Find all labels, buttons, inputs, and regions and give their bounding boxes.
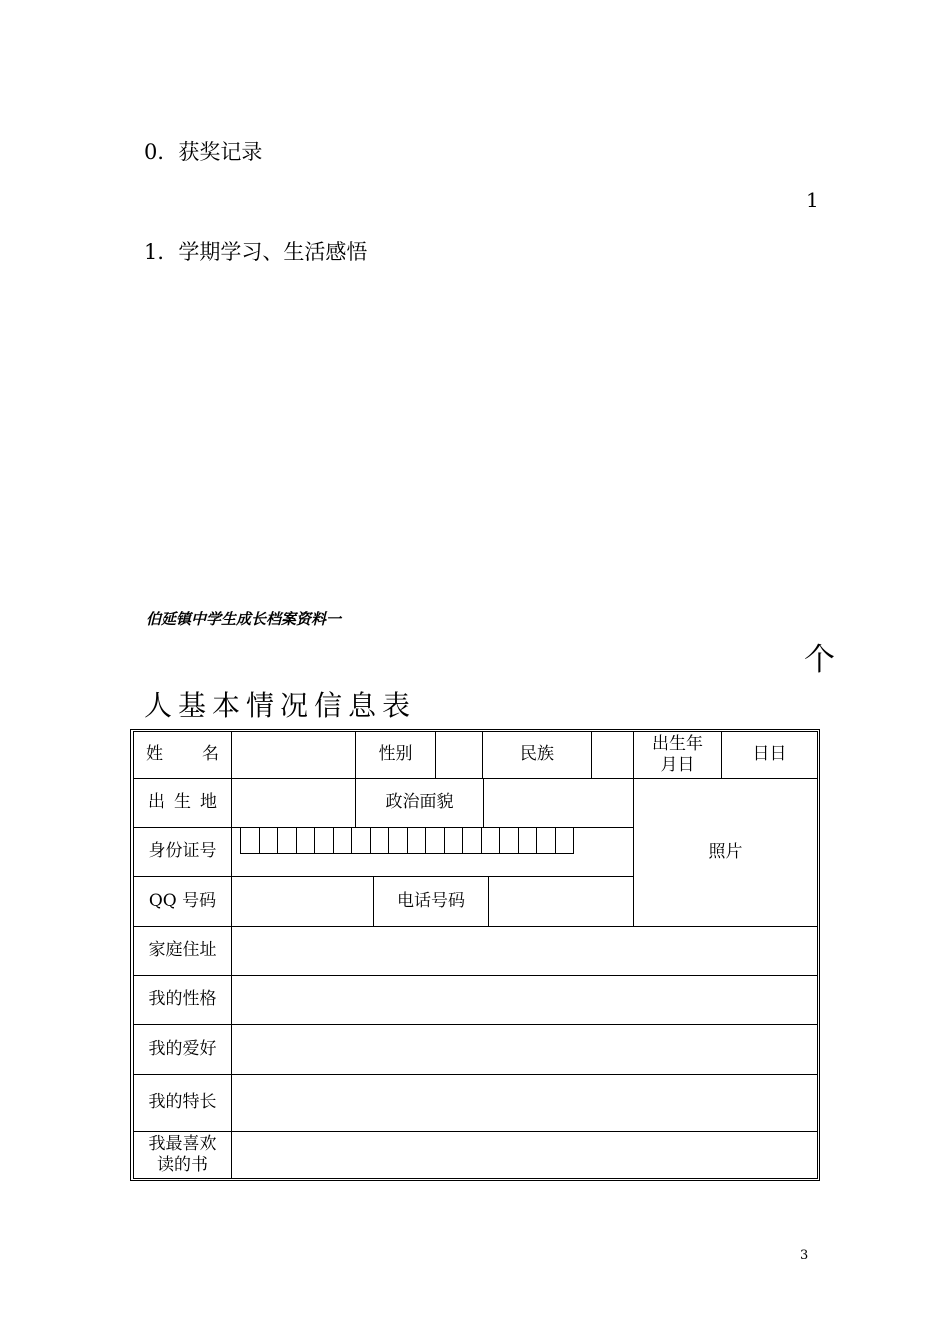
ethnicity-value-cell[interactable] (591, 731, 634, 779)
id-number-label: 身份证号 (133, 827, 232, 877)
section-heading-reflections: 1．学期学习、生活感悟 (144, 240, 368, 264)
title-part-2: 人基本情况信息表 (144, 689, 417, 722)
hobby-label: 我的爱好 (133, 1024, 232, 1075)
name-value-cell[interactable] (231, 731, 356, 779)
section-page-mark: 1 (806, 188, 819, 212)
id-digit-box[interactable] (518, 827, 538, 854)
phone-value-cell[interactable] (488, 876, 634, 927)
id-digit-box[interactable] (425, 827, 445, 854)
id-digit-box[interactable] (407, 827, 427, 854)
ethnicity-label: 民族 (482, 731, 592, 779)
birthplace-label: 出 生 地 (133, 778, 232, 828)
specialty-label: 我的特长 (133, 1074, 232, 1132)
birthplace-value-cell[interactable] (231, 778, 356, 828)
id-digit-box[interactable] (351, 827, 371, 854)
hobby-value-cell[interactable] (231, 1024, 818, 1075)
id-digit-box[interactable] (240, 827, 260, 854)
page-number: 3 (800, 1248, 809, 1263)
id-digit-box[interactable] (296, 827, 316, 854)
address-label: 家庭住址 (133, 926, 232, 976)
birth-date-label: 出生年月日 (633, 731, 722, 779)
id-digit-box[interactable] (462, 827, 482, 854)
personality-label: 我的性格 (133, 975, 232, 1025)
id-digit-box[interactable] (444, 827, 464, 854)
qq-value-cell[interactable] (231, 876, 374, 927)
gender-value-cell[interactable] (435, 731, 483, 779)
personality-value-cell[interactable] (231, 975, 818, 1025)
qq-label: QQ 号码 (133, 876, 232, 927)
birth-date-value: 日日 (721, 731, 818, 779)
id-digit-box[interactable] (370, 827, 390, 854)
id-digit-box[interactable] (481, 827, 501, 854)
address-value-cell[interactable] (231, 926, 818, 976)
political-status-label: 政治面貌 (355, 778, 484, 828)
id-digit-box[interactable] (536, 827, 556, 854)
favorite-book-value-cell[interactable] (231, 1131, 818, 1179)
id-digit-box[interactable] (259, 827, 279, 854)
id-number-boxes (241, 827, 574, 854)
section-heading-awards: 0．获奖记录 (144, 140, 263, 164)
specialty-value-cell[interactable] (231, 1074, 818, 1132)
id-digit-box[interactable] (499, 827, 519, 854)
id-digit-box[interactable] (314, 827, 334, 854)
name-label: 姓 名 (133, 731, 232, 779)
phone-label: 电话号码 (373, 876, 489, 927)
photo-cell: 照片 (633, 778, 818, 927)
political-status-value-cell[interactable] (483, 778, 634, 828)
id-digit-box[interactable] (333, 827, 353, 854)
title-part-1: 个 (804, 642, 835, 678)
gender-label: 性别 (355, 731, 436, 779)
favorite-book-label: 我最喜欢读的书 (133, 1131, 232, 1179)
id-digit-box[interactable] (555, 827, 575, 854)
document-header: 伯延镇中学生成长档案资料一 (146, 610, 342, 628)
id-digit-box[interactable] (277, 827, 297, 854)
id-digit-box[interactable] (388, 827, 408, 854)
